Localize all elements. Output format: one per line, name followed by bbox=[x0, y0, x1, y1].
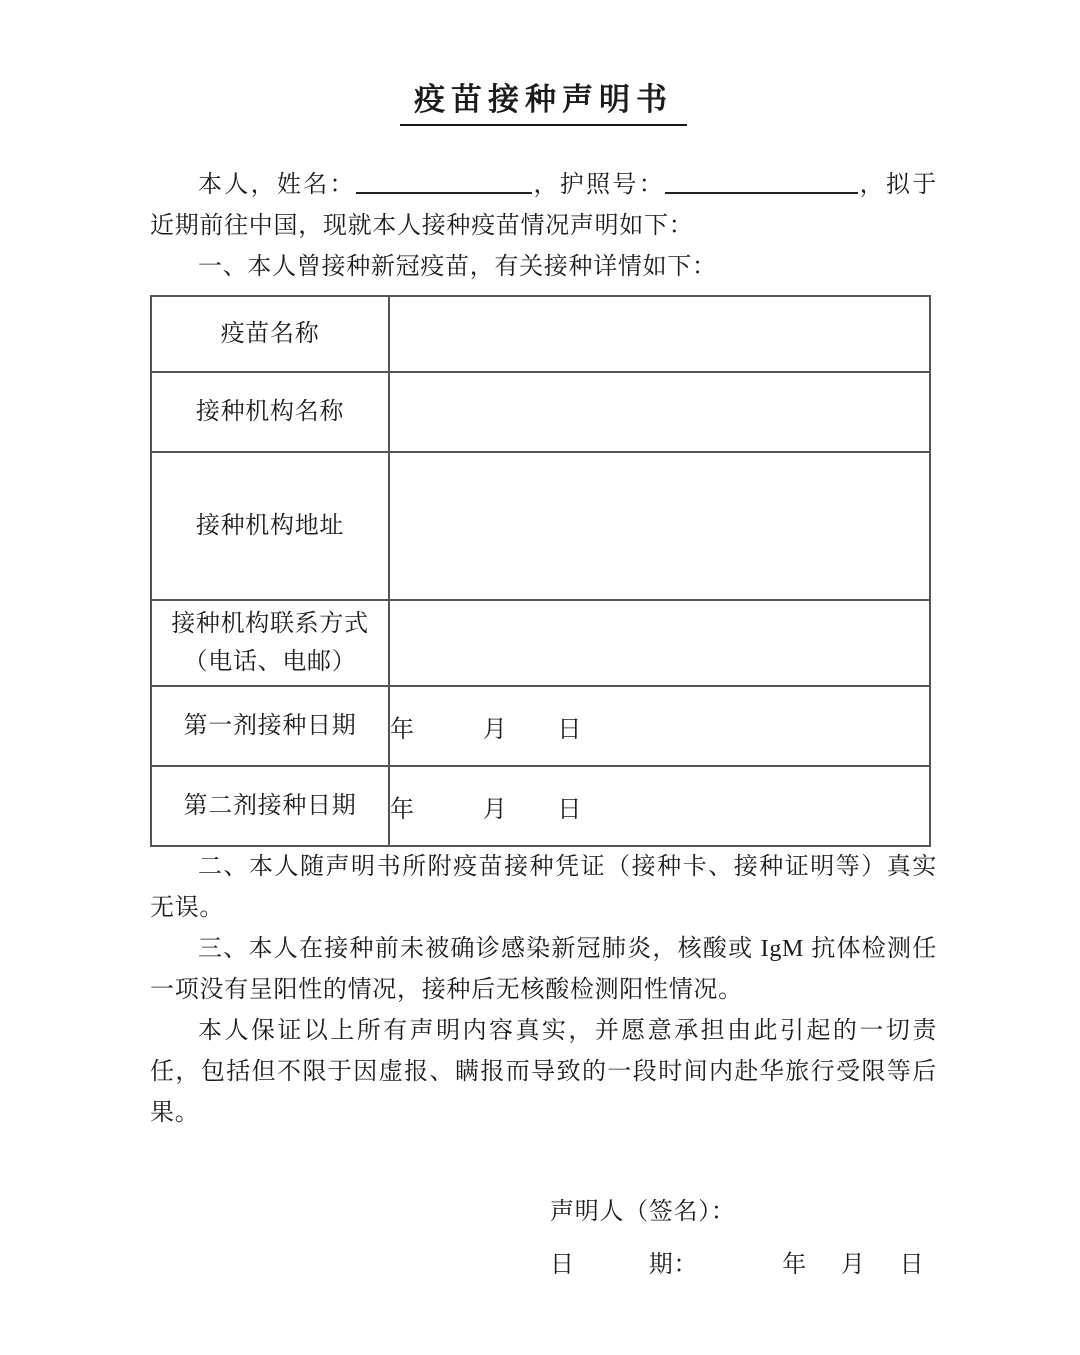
signature-date-line[interactable] bbox=[550, 1247, 937, 1283]
name-blank-field[interactable] bbox=[356, 168, 532, 194]
intro-part3: ，拟于 bbox=[858, 172, 937, 198]
signature-year-label: 年 bbox=[782, 1252, 807, 1278]
second-dose-month-label: 月 bbox=[482, 796, 508, 823]
vaccine-name-value-cell[interactable] bbox=[389, 296, 930, 372]
signer-label[interactable]: 声明人（签名）： bbox=[550, 1199, 736, 1225]
second-dose-date-label: 第二剂接种日期 bbox=[151, 766, 389, 846]
table-row-first-dose-date bbox=[151, 686, 930, 766]
intro-continuation: 近期前往中国，现就本人接种疫苗情况声明如下： bbox=[150, 213, 694, 239]
signature-block bbox=[150, 1194, 937, 1283]
institution-contact-value-cell[interactable] bbox=[389, 600, 930, 686]
institution-address-label: 接种机构地址 bbox=[151, 452, 389, 600]
signature-date-label: 日 期： bbox=[550, 1252, 699, 1278]
table-row-institution-contact bbox=[151, 600, 930, 686]
table-row-institution-name bbox=[151, 372, 930, 452]
second-dose-day-label: 日 bbox=[557, 796, 583, 823]
first-dose-year-label: 年 bbox=[390, 716, 415, 743]
institution-contact-label-line2: （电话、电邮） bbox=[183, 649, 357, 675]
first-dose-date-value-cell[interactable] bbox=[389, 686, 930, 766]
intro-part2: ，护照号： bbox=[531, 172, 666, 198]
first-dose-month-label: 月 bbox=[482, 716, 508, 743]
signature-month-label: 月 bbox=[840, 1252, 866, 1278]
section2-paragraph: 二、本人随声明书所附疫苗接种凭证（接种卡、接种证明等）真实无误。 bbox=[150, 854, 937, 921]
section3-paragraph: 三、本人在接种前未被确诊感染新冠肺炎，核酸或 IgM 抗体检测任一项没有呈阳性的情况，接种后无核酸检测阳性情况。 bbox=[150, 936, 937, 1003]
institution-name-label: 接种机构名称 bbox=[151, 372, 389, 452]
vaccine-name-label: 疫苗名称 bbox=[151, 296, 389, 372]
second-dose-date-value-cell[interactable] bbox=[389, 766, 930, 846]
institution-address-value-cell[interactable] bbox=[389, 452, 930, 600]
intro-part1: 本人，姓名： bbox=[198, 172, 356, 198]
institution-name-value-cell[interactable] bbox=[389, 372, 930, 452]
first-dose-day-label: 日 bbox=[557, 716, 583, 743]
signature-day-label: 日 bbox=[899, 1252, 925, 1278]
intro-paragraph bbox=[150, 165, 937, 247]
table-row-vaccine-name bbox=[151, 296, 930, 372]
document-title: 疫苗接种声明书 bbox=[150, 74, 937, 119]
document-content bbox=[150, 0, 937, 1283]
section1-heading: 一、本人曾接种新冠疫苗，有关接种详情如下： bbox=[198, 254, 717, 280]
institution-contact-label-line1: 接种机构联系方式 bbox=[171, 611, 369, 637]
vaccination-details-table bbox=[150, 295, 931, 847]
closing-paragraph: 本人保证以上所有声明内容真实，并愿意承担由此引起的一切责任，包括但不限于因虚报、瞒报而导致的一段时间内赴华旅行受限等后果。 bbox=[150, 1018, 937, 1126]
first-dose-date-label: 第一剂接种日期 bbox=[151, 686, 389, 766]
second-dose-year-label: 年 bbox=[390, 796, 415, 823]
table-row-second-dose-date bbox=[151, 766, 930, 846]
table-row-institution-address bbox=[151, 452, 930, 600]
passport-blank-field[interactable] bbox=[665, 168, 858, 194]
institution-contact-label bbox=[151, 600, 389, 686]
